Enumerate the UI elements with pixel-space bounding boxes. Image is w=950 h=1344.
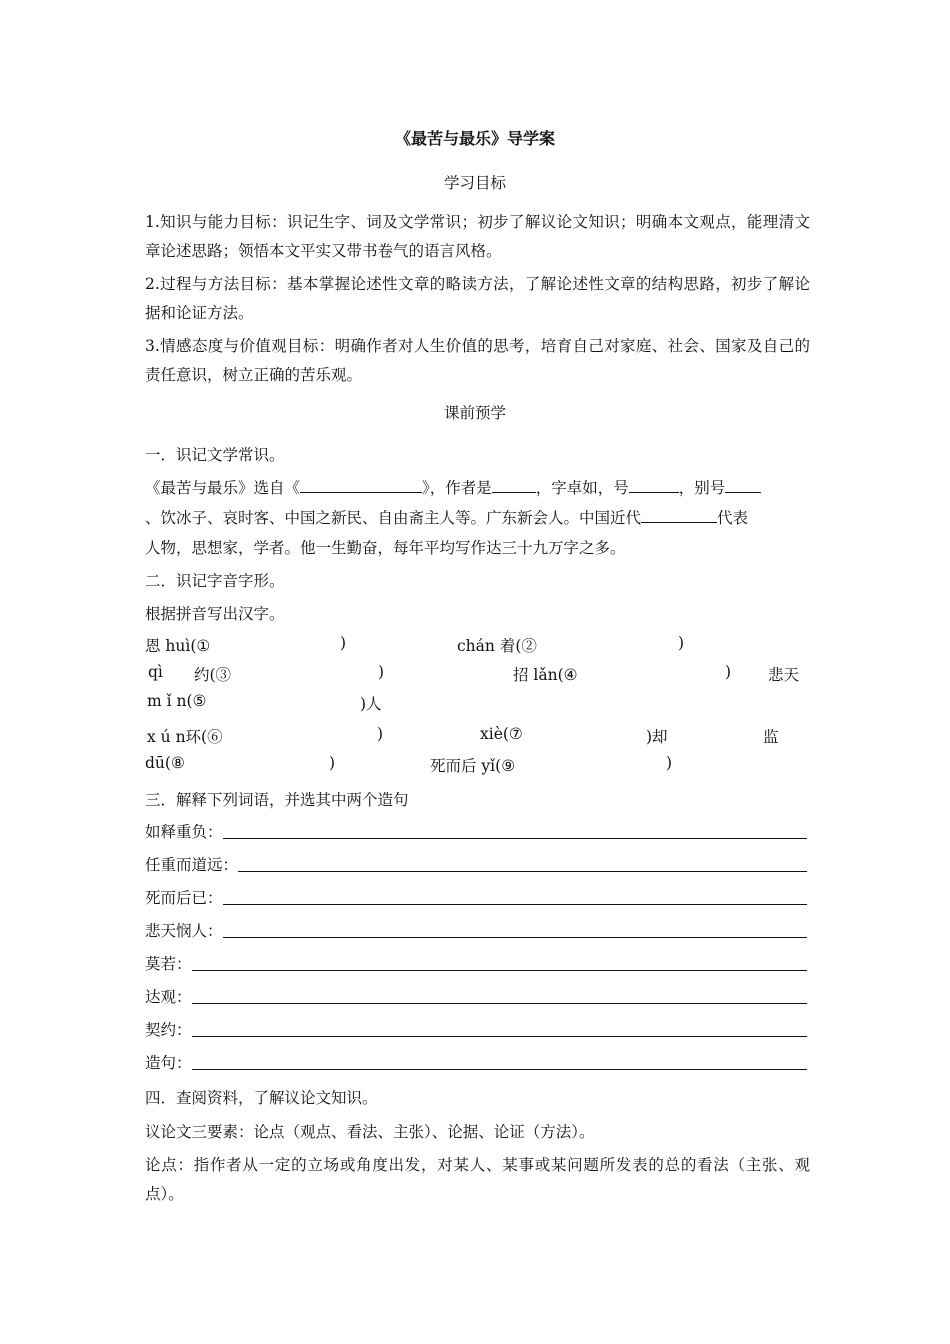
term-row xyxy=(145,886,807,908)
term-label: 如释重负： xyxy=(145,823,223,841)
term-label: 造句： xyxy=(145,1054,192,1072)
pinyin-item-9: 死而后 yǐ(⑨ xyxy=(430,757,516,775)
literature-line-3: 人物，思想家，学者。他一生勤奋，每年平均写作达三十九万字之多。 xyxy=(145,539,626,557)
pinyin-close-5: )人 xyxy=(360,695,382,713)
pinyin-close-2: ) xyxy=(678,634,685,652)
section4-heading: 四．查阅资料，了解议论文知识。 xyxy=(145,1089,378,1107)
section1-heading: 一．识记文学常识。 xyxy=(145,446,285,464)
term-label: 达观： xyxy=(145,988,192,1006)
literature-text: 代表 xyxy=(717,509,749,527)
thesis-definition: 论点：指作者从一定的立场或角度出发，对某人、某事或某问题所发表的总的看法（主张、观点）。 xyxy=(145,1156,810,1203)
pinyin-item-8: dū(⑧ xyxy=(145,754,185,772)
pinyin-close-9: ) xyxy=(666,754,673,772)
objective-1: 1.知识与能力目标：识记生字、词及文学常识；初步了解议论文知识；明确本文观点，能理清文章论述思路；领悟本文平实又带书卷气的语言风格。 xyxy=(145,213,810,260)
term-row xyxy=(145,1018,807,1040)
pinyin-close-4: ) xyxy=(725,663,732,681)
author-blank[interactable] xyxy=(492,477,536,493)
term-row xyxy=(145,853,807,875)
objective-2: 2.过程与方法目标：基本掌握论述性文章的略读方法，了解论述性文章的结构思路，初步了解论据和论证方法。 xyxy=(145,275,810,322)
preview-heading: 课前预学 xyxy=(443,404,506,422)
pinyin-item-3-pinyin: qì xyxy=(148,663,163,681)
document-title: 《最苦与最乐》导学案 xyxy=(394,129,555,148)
literature-text: ，别号 xyxy=(678,479,726,497)
term-label: 死而后已： xyxy=(145,889,223,907)
term-label: 莫若： xyxy=(145,955,192,973)
pinyin-close-6: ) xyxy=(377,725,384,743)
literature-text: 、饮冰子、哀时客、中国之新民、自由斋主人等。广东新会人。中国近代 xyxy=(145,509,642,527)
pinyin-item-5-prefix: 悲天 xyxy=(768,666,800,684)
pinyin-item-7: xiè(⑦ xyxy=(480,725,523,743)
term-label: 悲天悯人： xyxy=(145,922,223,940)
answer-line[interactable] xyxy=(192,956,807,971)
pinyin-item-2: chán 着(② xyxy=(457,637,537,655)
source-blank[interactable] xyxy=(300,477,422,493)
hao-blank[interactable] xyxy=(629,477,679,493)
pinyin-close-8: ) xyxy=(329,754,336,772)
answer-line[interactable] xyxy=(192,989,807,1004)
biehao-blank[interactable] xyxy=(725,477,761,493)
term-label: 任重而道远： xyxy=(145,856,239,874)
term-row xyxy=(145,919,807,941)
term-row xyxy=(145,952,807,974)
term-label: 契约： xyxy=(145,1021,192,1039)
answer-line[interactable] xyxy=(223,890,807,905)
literature-line-2 xyxy=(145,506,748,528)
literature-text: ，字卓如，号 xyxy=(535,479,629,497)
section3-heading: 三．解释下列词语，并选其中两个造句 xyxy=(145,791,409,809)
pinyin-close-1: ) xyxy=(340,634,347,652)
literature-text: 》，作者是 xyxy=(422,479,492,497)
pinyin-item-4: 招 lǎn(④ xyxy=(513,666,578,684)
section2-instruction: 根据拼音写出汉字。 xyxy=(145,605,285,623)
pinyin-item-8-prefix: 监 xyxy=(763,728,779,746)
sentence-row xyxy=(145,1051,807,1073)
answer-line[interactable] xyxy=(192,1055,807,1070)
term-row xyxy=(145,985,807,1007)
answer-line[interactable] xyxy=(223,824,807,839)
essay-elements: 议论文三要素：论点（观点、看法、主张）、论据、论证（方法）。 xyxy=(145,1123,595,1141)
section2-heading: 二．识记字音字形。 xyxy=(145,572,285,590)
answer-line[interactable] xyxy=(192,1022,807,1037)
pinyin-item-6: x ú n环(⑥ xyxy=(147,728,223,746)
era-blank[interactable] xyxy=(641,507,717,523)
pinyin-item-1: 恩 huì(① xyxy=(145,637,211,655)
pinyin-item-5: m ǐ n(⑤ xyxy=(147,692,207,710)
answer-line[interactable] xyxy=(238,857,807,872)
pinyin-close-3: ) xyxy=(378,663,385,681)
term-row xyxy=(145,820,807,842)
literature-text: 《最苦与最乐》选自《 xyxy=(145,479,301,497)
literature-line-1 xyxy=(145,476,761,498)
answer-line[interactable] xyxy=(223,923,807,938)
objectives-heading: 学习目标 xyxy=(443,174,506,192)
pinyin-close-7: )却 xyxy=(646,728,668,746)
pinyin-item-3: 约(③ xyxy=(194,666,232,684)
objective-3: 3.情感态度与价值观目标：明确作者对人生价值的思考，培育自己对家庭、社会、国家及自己的责任意识，树立正确的苦乐观。 xyxy=(145,337,810,384)
